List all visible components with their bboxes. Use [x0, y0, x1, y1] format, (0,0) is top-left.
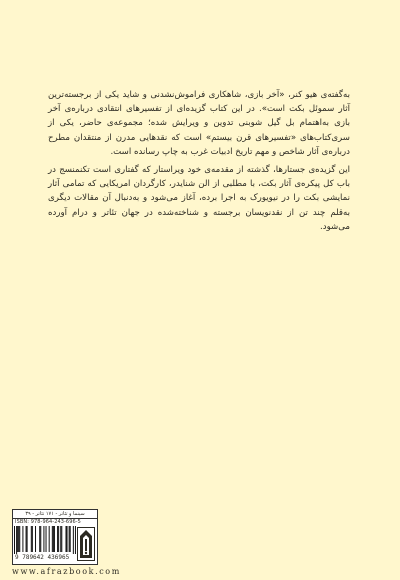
- barcode-panel: [12, 509, 98, 565]
- barcode-bar-12: [40, 526, 41, 552]
- barcode-bar-15: [49, 526, 50, 552]
- series-label: سینما و تئاتر - ۱۷۱ تئاتر - ۳۹: [13, 510, 97, 519]
- barcode-bar-10: [35, 526, 36, 552]
- barcode-bar-19: [57, 526, 58, 552]
- blurb-paragraph-1: به‌گفته‌ی هیو کنر، «آخر بازی، شاهکاری فراموش‌نشدنی و شاید یکی از برجسته‌ترین آثار سموئل بکت است». در این کتاب گزیده‌ای از تفسیرهای انتقادی درباره‌ی آخر بازی به‌اهتمام بل گیل شوبنی تدوین و ویرایش شده؛ مجموعه‌ی حاضر، یکی از سری‌کتاب‌های «تفسیرهای قرن بیستم» است که نقدهایی مدرن از منتقدان مطرح درباره‌ی آثار شاخص و مهم تاریخ ادبیات غرب به چاپ رسانده است.: [48, 90, 350, 157]
- barcode-digits: 9 789642 436965: [15, 554, 70, 561]
- barcode-bar-28: [75, 526, 76, 554]
- barcode-bar-5: [22, 526, 23, 552]
- barcode-bar-26: [70, 526, 71, 552]
- barcode-bar-16: [52, 526, 53, 552]
- barcode-bars: [14, 526, 76, 554]
- barcode-bar-8: [31, 526, 32, 552]
- barcode-bar-9: [32, 526, 33, 552]
- publisher-website: www.afrazbook.com: [12, 567, 121, 576]
- barcode-bar-3: [18, 526, 19, 552]
- back-cover-blurb: [48, 88, 350, 238]
- barcode-bar-7: [27, 526, 28, 552]
- barcode-bar-2: [17, 526, 18, 552]
- barcode-bar-14: [46, 526, 47, 552]
- barcode-bar-25: [69, 526, 70, 552]
- barcode-bar-20: [58, 526, 59, 552]
- barcode-bar-22: [61, 526, 62, 552]
- barcode-bar-17: [53, 526, 54, 552]
- barcode-bar-21: [60, 526, 61, 552]
- afraz-publisher-logo-icon: [77, 527, 95, 561]
- barcode-bar-27: [73, 526, 74, 554]
- barcode-bar-23: [65, 526, 66, 552]
- barcode-bar-11: [39, 526, 40, 552]
- barcode-bar-1: [16, 526, 17, 554]
- barcode-bar-4: [19, 526, 20, 552]
- barcode-bar-13: [43, 526, 44, 552]
- barcode-bar-24: [67, 526, 68, 552]
- isbn-label: ISBN: 978-964-243-696-5: [15, 519, 81, 525]
- blurb-paragraph-2: این گزیده‌ی جستارها، گذشته از مقدمه‌ی خود ویراستار که گفتاری است تکنمنسج در باب کل پیکره‌ی آثار بکت، با مطلبی از الن شنایدر، کارگردان امریکایی که تمامی آثار نمایشی بکت را در نیویورک به اجرا برده، آغاز می‌شود و به‌دنبال آن مقالات دیگری به‌قلم چند تن از نقدنویسان برجسته و شناخته‌شده در جهان تئاتر و درام آورده می‌شود.: [48, 165, 350, 232]
- barcode-bar-18: [54, 526, 55, 552]
- barcode-bar-6: [26, 526, 27, 552]
- barcode-bar-0: [14, 526, 15, 554]
